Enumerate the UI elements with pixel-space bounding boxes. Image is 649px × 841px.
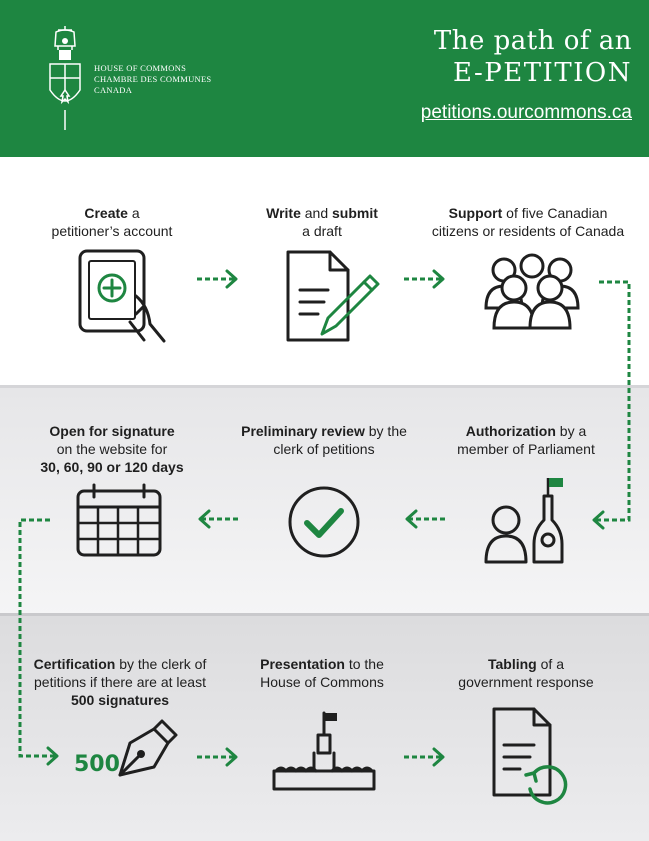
step-label-text: to the — [344, 656, 384, 672]
step-label-bold: 30, 60, 90 or 120 days — [40, 459, 184, 475]
step-certification-label — [15, 655, 225, 709]
step-label-bold: Certification — [33, 656, 116, 672]
petitions-website-link[interactable]: petitions.ourcommons.ca — [420, 102, 632, 123]
arrow-right-icon — [402, 746, 448, 768]
step-label-bold: Preliminary review — [241, 423, 365, 439]
arrow-right-icon — [402, 268, 448, 290]
document-pen-icon — [284, 248, 384, 344]
arrow-right-icon — [195, 268, 241, 290]
step-label-bold: Open for signature — [49, 423, 175, 439]
step-label-text: of a — [536, 656, 564, 672]
house-of-commons-crest-icon — [44, 26, 86, 131]
step-label-line2: on the website for — [56, 441, 168, 457]
step-label-line2: a draft — [302, 223, 342, 239]
step-label-line2: clerk of petitions — [273, 441, 375, 457]
arrow-left-icon — [195, 508, 241, 530]
step-label-line2: petitioner’s account — [51, 223, 173, 239]
step-tabling-label — [426, 655, 626, 691]
connector-arrow-down-left-icon — [585, 270, 635, 532]
page-title-line2: E-PETITION — [452, 58, 632, 88]
step-label-bold: Presentation — [260, 656, 345, 672]
step-label-text: by the clerk of — [115, 656, 207, 672]
step-support-label — [413, 204, 643, 240]
step-label-line2: citizens or residents of Canada — [431, 223, 625, 239]
checkmark-circle-icon — [285, 483, 363, 561]
step-create-label — [12, 204, 212, 240]
connector-arrow-down-right-icon — [10, 508, 66, 770]
step-label-bold: Create — [84, 205, 128, 221]
step-label-text: a — [127, 205, 140, 221]
tablet-hand-plus-icon — [76, 248, 176, 344]
step-label-text: of five Canadian — [502, 205, 608, 221]
step-label-bold: Tabling — [488, 656, 537, 672]
org-country: CANADA — [94, 85, 133, 95]
step-label-bold: Support — [448, 205, 503, 221]
group-people-icon — [482, 252, 582, 332]
pen-nib-500-icon — [68, 715, 188, 785]
certification-number: 500 — [74, 752, 120, 777]
step-label-bold: Write — [266, 205, 301, 221]
step-label-line2: member of Parliament — [457, 441, 595, 457]
step-label-text: and — [300, 205, 332, 221]
person-parliament-icon — [482, 474, 574, 570]
step-review-label — [222, 422, 426, 458]
step-write-label — [222, 204, 422, 240]
org-name-french: CHAMBRE DES COMMUNES — [94, 74, 212, 84]
step-label-line2: government response — [458, 674, 594, 690]
parliament-building-icon — [270, 709, 378, 793]
org-name-english: HOUSE OF COMMONS — [94, 63, 187, 73]
step-label-text: by the — [364, 423, 407, 439]
step-label-text: by a — [555, 423, 587, 439]
step-authorization-label — [426, 422, 626, 458]
step-label-bold: Authorization — [465, 423, 556, 439]
document-return-icon — [490, 705, 576, 805]
page-title-line1: The path of an — [433, 26, 632, 56]
step-open-label — [12, 422, 212, 476]
pen-nib-icon — [116, 715, 182, 779]
step-label-line2: petitions if there are at least — [34, 674, 206, 690]
step-presentation-label — [222, 655, 422, 691]
step-label-bold: submit — [332, 205, 378, 221]
arrow-left-icon — [402, 508, 448, 530]
step-label-line2: House of Commons — [260, 674, 384, 690]
organization-name — [94, 63, 211, 96]
step-label-bold: 500 signatures — [70, 692, 170, 708]
header-banner — [0, 0, 649, 157]
calendar-icon — [74, 483, 166, 559]
arrow-right-icon — [195, 746, 241, 768]
